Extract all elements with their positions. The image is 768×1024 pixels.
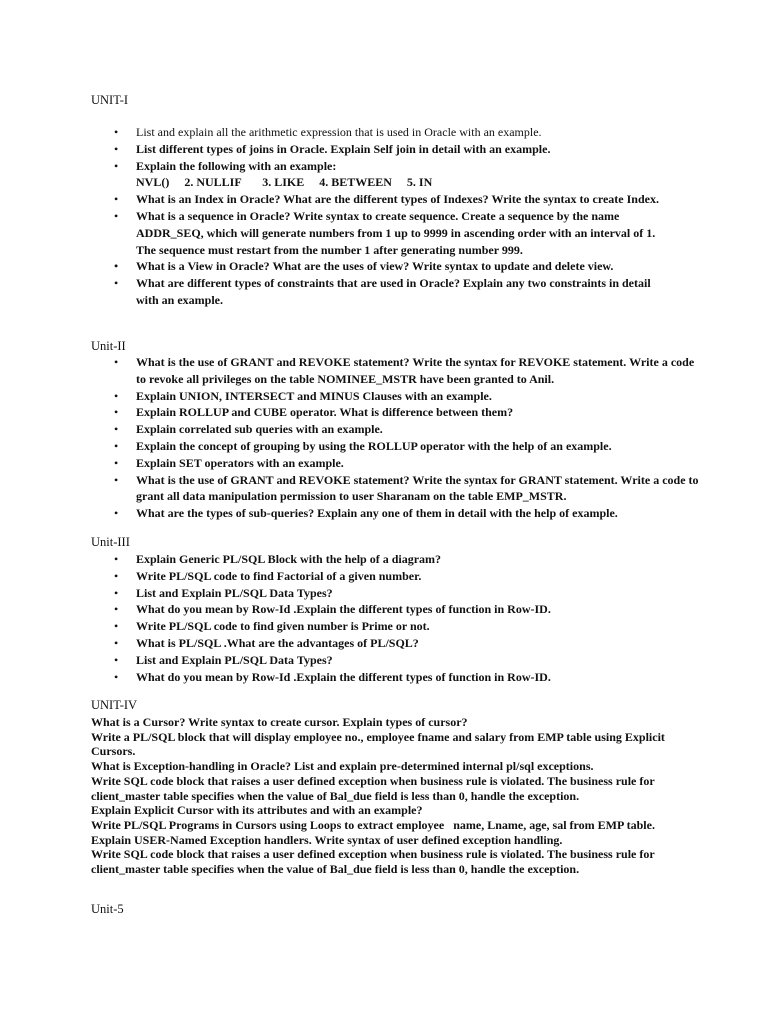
unit-3-question-3: • List and Explain PL/SQL Data Types? xyxy=(0,585,551,602)
unit-1-question-2: • List different types of joins in Oracle. Explain Self join in detail with an example. xyxy=(0,141,659,158)
unit-2-question-7: • What is the use of GRANT and REVOKE statement? Write the syntax for GRANT statement. Write a code to grant all data manipulation permission to user Sharanam on the table EMP_MSTR. xyxy=(0,472,699,506)
unit-2-question-1: • What is the use of GRANT and REVOKE statement? Write the syntax for REVOKE statement. Write a code to revoke all privileges on the table NOMINEE_MSTR have been granted to Anil. xyxy=(0,354,699,388)
unit-3-question-8: • What do you mean by Row-Id .Explain the different types of function in Row-ID. xyxy=(0,669,551,686)
unit-4-title: UNIT-IV xyxy=(91,698,138,712)
unit-4-line-2: Write a PL/SQL block that will display employee no., employee fname and salary from EMP table using Explicit xyxy=(91,729,665,744)
unit-2-question-8: • What are the types of sub-queries? Explain any one of them in detail with the help of example. xyxy=(0,505,699,522)
unit-3-question-5: • Write PL/SQL code to find given number is Prime or not. xyxy=(0,618,551,635)
unit-3-question-list xyxy=(0,551,551,685)
unit-2-question-2: • Explain UNION, INTERSECT and MINUS Clauses with an example. xyxy=(0,388,699,405)
unit-1-question-8: • What are different types of constraints that are used in Oracle? Explain any two constraints in detail with an example. xyxy=(0,275,659,309)
unit-4-line-10: Write SQL code block that raises a user defined exception when business rule is violated. The business rule for xyxy=(91,847,655,862)
unit-2-question-5: • Explain the concept of grouping by using the ROLLUP operator with the help of an example. xyxy=(0,438,699,455)
unit-3-title: Unit-III xyxy=(91,535,130,549)
unit-2-question-list xyxy=(0,354,699,522)
unit-4-line-5: Write SQL code block that raises a user defined exception when business rule is violated. The business rule for xyxy=(91,773,655,788)
unit-5-title: Unit-5 xyxy=(91,902,124,916)
unit-4-line-8: Write PL/SQL Programs in Cursors using Loops to extract employee name, Lname, age, sal from EMP table. xyxy=(91,817,655,832)
unit-2-title: Unit-II xyxy=(91,339,126,353)
unit-1-question-4: • What is an Index in Oracle? What are the different types of Indexes? Write the syntax to create Index. xyxy=(0,191,659,208)
unit-3-question-2: • Write PL/SQL code to find Factorial of a given number. xyxy=(0,568,551,585)
unit-4-line-9: Explain USER-Named Exception handlers. Write syntax of user defined exception handling. xyxy=(91,832,563,847)
unit-4-line-3: Cursors. xyxy=(91,744,136,759)
unit-4-line-6: client_master table specifies when the value of Bal_due field is less than 0, handle the exception. xyxy=(91,788,580,803)
unit-4-question-block xyxy=(91,715,665,877)
unit-1-question-1: • List and explain all the arithmetic expression that is used in Oracle with an example. xyxy=(0,124,659,141)
unit-3-question-1: • Explain Generic PL/SQL Block with the help of a diagram? xyxy=(0,551,551,568)
unit-4-line-1: What is a Cursor? Write syntax to create cursor. Explain types of cursor? xyxy=(91,715,468,729)
unit-2-question-4: • Explain correlated sub queries with an example. xyxy=(0,421,699,438)
unit-3-question-6: • What is PL/SQL .What are the advantages of PL/SQL? xyxy=(0,635,551,652)
unit-1-title: UNIT-I xyxy=(91,93,129,107)
unit-2-question-6: • Explain SET operators with an example. xyxy=(0,455,699,472)
unit-4-line-11: client_master table specifies when the value of Bal_due field is less than 0, handle the exception. xyxy=(91,862,580,877)
unit-2-question-3: • Explain ROLLUP and CUBE operator. What is difference between them? xyxy=(0,404,699,421)
unit-1-question-3: • Explain the following with an example: NVL() 2. NULLIF 3. LIKE 4. BETWEEN 5. IN xyxy=(0,158,659,192)
unit-1-question-list xyxy=(0,124,659,309)
unit-1-question-7: • What is a View in Oracle? What are the uses of view? Write syntax to update and delete view. xyxy=(0,258,659,275)
unit-4-line-7: Explain Explicit Cursor with its attributes and with an example? xyxy=(91,803,423,818)
unit-3-question-4: • What do you mean by Row-Id .Explain the different types of function in Row-ID. xyxy=(0,601,551,618)
unit-3-question-7: • List and Explain PL/SQL Data Types? xyxy=(0,652,551,669)
unit-4-line-4: What is Exception-handling in Oracle? List and explain pre-determined internal pl/sql exceptions. xyxy=(91,759,594,774)
unit-1-question-5: • What is a sequence in Oracle? Write syntax to create sequence. Create a sequence by the name ADDR_SEQ, which will generate numbers from 1 up to 9999 in ascending order with an interval of 1. The sequence must restart from the number 1 after generating number 999. xyxy=(0,208,659,258)
